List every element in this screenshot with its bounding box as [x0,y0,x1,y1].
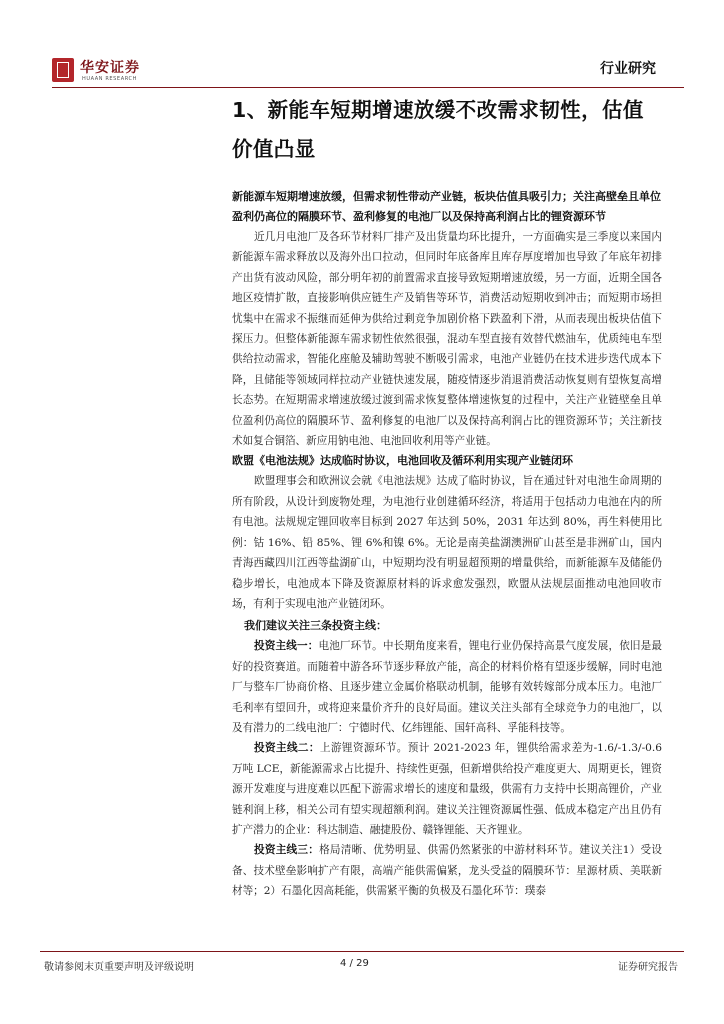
main-content [232,88,662,902]
logo-name: 华安证券 [80,60,140,76]
subheading-battery-regulation: 欧盟《电池法规》达成临时协议，电池回收及循环利用实现产业链闭环 [232,454,573,468]
investment-line-2-text: 上游锂资源环节。预计 2021-2023 年，锂供给需求差为-1.6/-1.3/-0.6 万吨 LCE，新能源需求占比提升、持续性更强，但新增供给投产难度更大、周期更长，锂资源开发难度与进度难以匹配下游需求增长的速度和量级，供需有力支持中长期高锂价，产业链利润上移，相关公司有望实现超额利润。建议关注锂资源属性强、低成本稳定产出且仍有扩产潜力的企业：科达制造、融捷股份、赣锋锂能、天齐锂业。 [232,742,663,836]
investment-line-3-text: 格局清晰、优势明显、供需仍然紧张的中游材料环节。建议关注1）受设备、技术壁垒影响扩产有限，高端产能供需偏紧，龙头受益的隔膜环节：星源材质、美联新材等；2）石墨化因高耗能，供需紧平衡的负极及石墨化环节：璞泰 [232,844,662,898]
section-title: 1、新能车短期增速放缓不改需求韧性，估值价值凸显 [232,98,644,161]
investment-line-1-text: 电池厂环节。中长期角度来看，锂电行业仍保持高景气度发展，依旧是最好的投资赛道。而随着中游各环节逐步释放产能，高企的材料价格有望逐步缓解，同时电池厂与整车厂协商价格、且逐步建立金属价格联动机制，能够有效转嫁部分成本压力。电池厂毛利率有望回升，或将迎来量价齐升的良好局面。建议关注头部有全球竞争力的电池厂，以及有潜力的二线电池厂：宁德时代、亿纬锂能、国轩高科、孚能科技等。 [232,640,663,734]
lead-summary: 新能源车短期增速放缓，但需求韧性带动产业链，板块估值具吸引力；关注高壁垒且单位盈利仍高位的隔膜环节、盈利修复的电池厂以及保持高利润占比的锂资源环节 [232,190,661,223]
page-header [40,56,684,88]
huaan-seal-icon [52,58,74,82]
investment-line-1 [232,636,662,738]
investment-line-3-label: 投资主线三： [254,844,320,857]
investment-line-3 [232,840,662,901]
recommendation-heading: 我们建议关注三条投资主线： [244,619,387,633]
page-number: 4 / 29 [340,958,369,969]
paragraph-demand: 近几月电池厂及各环节材料厂排产及出货量均环比提升，一方面确实是三季度以来国内新能源车需求释放以及海外出口拉动，但同时年底备库且库存厚度增加也导致了年底年初排产出货有波动风险，部分明年初的前置需求直接导致短期增速放缓，另一方面，近期全国各地区疫情扩散，直接影响供应链生产及销售等环节，消费活动短期收到冲击；而短期市场担忧集中在需求不振继而延伸为供给过剩竞争加剧价格下跌盈利下滑，从而表现出板块估值下探压力。但整体新能源车需求韧性依然很强，混动车型直接有效替代燃油车，优质纯电车型供给拉动需求，智能化座舱及辅助驾驶不断吸引需求，电池产业链仍在技术进步迭代成本下降，且储能等领域同样拉动产业链快速发展，随疫情逐步消退消费活动恢复则有望恢复高增长态势。在短期需求增速放缓过渡到需求恢复整体增速恢复的过程中，关注产业链壁垒且单位盈利仍高位的隔膜环节、盈利修复的电池厂以及保持高利润占比的锂资源环节；关注新技术如复合铜箔、新应用钠电池、电池回收利用等产业链。 [232,231,662,448]
huaan-logo [52,58,182,86]
investment-line-1-label: 投资主线一： [254,640,319,653]
investment-line-2 [232,738,662,840]
logo-subtitle: HUAAN RESEARCH [82,76,137,82]
section-label: 行业研究 [600,61,656,77]
investment-line-2-label: 投资主线二： [254,742,320,755]
footer-disclaimer: 敬请参阅末页重要声明及评级说明 [44,962,194,973]
footer-report-type: 证券研究报告 [618,962,678,973]
footer-divider [40,951,684,952]
paragraph-eu-regulation: 欧盟理事会和欧洲议会就《电池法规》达成了临时协议，旨在通过针对电池生命周期的所有阶段，从设计到废物处理，为电池行业创建循环经济，将适用于包括动力电池在内的所有电池。法规规定锂回收率目标到 2027 年达到 50%，2031 年达到 80%，再生料使用比例：钴 16%、铅 85%、锂 6%和镍 6%。无论是南美盐湖澳洲矿山甚至是非洲矿山，国内青海西藏四川江西等盐湖矿山，中短期均没有明显超预期的增量供给，而新能源车及储能仍稳步增长，电池成本下降及资源原材料的诉求愈发强烈，欧盟从法规层面推动电池回收市场，有利于实现电池产业链闭环。 [232,475,662,610]
